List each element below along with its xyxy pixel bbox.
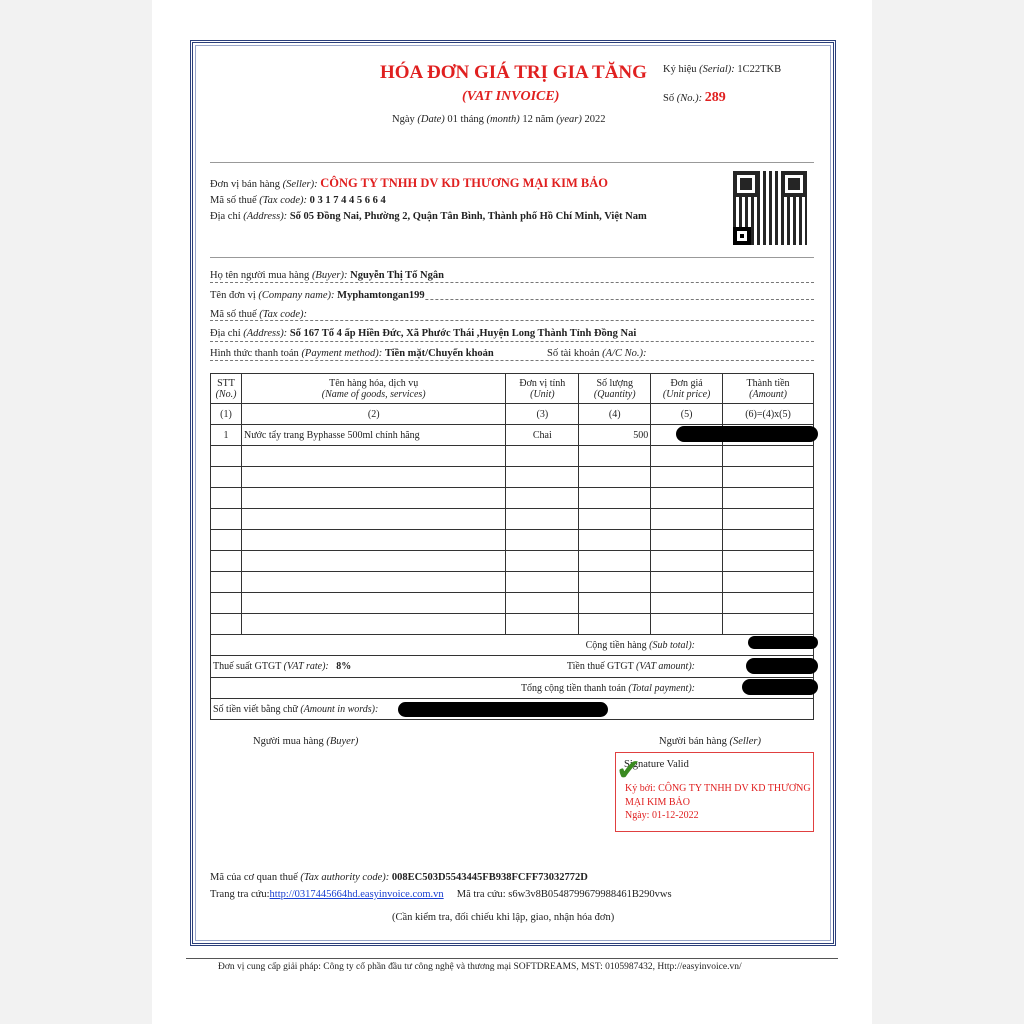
buyer-company: Tên đơn vị (Company name): Myphamtongan199	[210, 290, 425, 301]
index-cell: (1)	[211, 404, 242, 425]
empty-cell	[506, 446, 579, 467]
empty-cell	[579, 530, 651, 551]
header-no: STT (No.)	[211, 374, 242, 404]
redacted-total	[742, 679, 818, 695]
seller-name: Đơn vị bán hàng (Seller): CÔNG TY TNHH DV KD THƯƠNG MẠI KIM BẢO	[210, 176, 608, 190]
empty-cell	[651, 509, 723, 530]
empty-cell	[579, 551, 651, 572]
empty-cell	[241, 530, 505, 551]
payment-method: Hình thức thanh toán (Payment method): Tiền mặt/Chuyển khoản	[210, 348, 494, 359]
empty-cell	[579, 593, 651, 614]
empty-cell	[211, 530, 242, 551]
divider	[186, 958, 838, 959]
empty-cell	[723, 509, 814, 530]
signature-valid: Signature Valid	[624, 759, 689, 770]
empty-cell	[211, 509, 242, 530]
empty-cell	[241, 551, 505, 572]
provider-line: Đơn vị cung cấp giải pháp: Công ty cổ phần đầu tư công nghệ và thương mại SOFTDREAMS, MST: 0105987432, Http://easyinvoice.vn/	[218, 962, 742, 972]
cell-quantity: 500	[579, 425, 651, 446]
vat-row: Thuế suất GTGT (VAT rate): 8% Tiền thuế GTGT (VAT amount):	[211, 656, 814, 678]
redacted-vat	[746, 658, 818, 674]
cell-unit: Chai	[506, 425, 579, 446]
empty-cell	[241, 509, 505, 530]
dotted-line	[210, 282, 814, 283]
table-header-row	[211, 374, 814, 404]
total-row: Tổng cộng tiền thanh toán (Total payment):	[211, 678, 814, 699]
seller-address: Địa chỉ (Address): Số 05 Đồng Nai, Phường 2, Quận Tân Bình, Thành phố Hồ Chí Minh, Việt Nam	[210, 211, 647, 222]
empty-cell	[506, 572, 579, 593]
empty-table-row	[211, 467, 814, 488]
buyer-tax: Mã số thuế (Tax code):	[210, 309, 308, 320]
index-cell: (6)=(4)x(5)	[723, 404, 814, 425]
empty-cell	[723, 593, 814, 614]
redacted-words	[398, 702, 608, 717]
empty-table-row	[211, 446, 814, 467]
empty-cell	[651, 467, 723, 488]
dotted-line	[210, 320, 814, 321]
empty-cell	[579, 467, 651, 488]
account-number: Số tài khoản (A/C No.):	[547, 348, 647, 359]
invoice-date: Ngày (Date) 01 tháng (month) 12 năm (year) 2022	[392, 114, 606, 125]
empty-cell	[241, 593, 505, 614]
dotted-line	[210, 341, 814, 342]
empty-cell	[579, 572, 651, 593]
signature-date: Ngày: 01-12-2022	[625, 810, 699, 821]
cell-no: 1	[211, 425, 242, 446]
empty-cell	[241, 467, 505, 488]
empty-cell	[241, 614, 505, 635]
empty-table-row	[211, 572, 814, 593]
empty-cell	[211, 572, 242, 593]
invoice-number: Số (No.): 289	[663, 90, 726, 105]
empty-cell	[723, 488, 814, 509]
empty-cell	[723, 446, 814, 467]
header-goods: Tên hàng hóa, dịch vụ (Name of goods, services)	[241, 374, 505, 404]
header-unit-price: Đơn giá (Unit price)	[651, 374, 723, 404]
checkmark-icon: ✔	[616, 753, 642, 788]
cell-goods: Nước tẩy trang Byphasse 500ml chính hãng	[241, 425, 505, 446]
header-unit: Đơn vị tính (Unit)	[506, 374, 579, 404]
empty-cell	[651, 530, 723, 551]
empty-cell	[579, 614, 651, 635]
empty-cell	[211, 467, 242, 488]
empty-table-row	[211, 593, 814, 614]
index-row	[211, 404, 814, 425]
empty-cell	[651, 446, 723, 467]
empty-cell	[579, 446, 651, 467]
empty-cell	[506, 614, 579, 635]
empty-cell	[506, 488, 579, 509]
seller-tax: Mã số thuế (Tax code): 0 3 1 7 4 4 5 6 6 4	[210, 195, 386, 206]
subtotal-row: Cộng tiền hàng (Sub total):	[211, 635, 814, 656]
footer-note: (Cần kiểm tra, đối chiếu khi lập, giao, nhận hóa đơn)	[392, 912, 615, 923]
divider	[210, 162, 814, 163]
empty-cell	[651, 551, 723, 572]
empty-cell	[241, 488, 505, 509]
index-cell: (2)	[241, 404, 505, 425]
empty-cell	[723, 572, 814, 593]
empty-table-row	[211, 509, 814, 530]
empty-cell	[241, 572, 505, 593]
serial: Ký hiệu (Serial): 1C22TKB	[663, 64, 782, 75]
empty-cell	[211, 446, 242, 467]
redacted-amount	[676, 426, 818, 442]
empty-cell	[241, 446, 505, 467]
empty-cell	[506, 467, 579, 488]
empty-cell	[506, 509, 579, 530]
index-cell: (5)	[651, 404, 723, 425]
buyer-name: Họ tên người mua hàng (Buyer): Nguyễn Thị Tố Ngân	[210, 270, 444, 281]
dotted-line	[210, 360, 814, 361]
divider	[210, 257, 814, 258]
empty-cell	[211, 593, 242, 614]
lookup-line: Trang tra cứu:http://0317445664hd.easyinvoice.com.vn Mã tra cứu: s6w3v8B0548799679988461B290vws	[210, 889, 672, 900]
empty-cell	[651, 488, 723, 509]
lookup-link[interactable]: http://0317445664hd.easyinvoice.com.vn	[269, 889, 444, 900]
empty-table-row	[211, 488, 814, 509]
empty-table-row	[211, 530, 814, 551]
empty-cell	[723, 614, 814, 635]
empty-table-row	[211, 614, 814, 635]
index-cell: (4)	[579, 404, 651, 425]
tax-authority-code: Mã của cơ quan thuế (Tax authority code): 008EC503D5543445FB938FCFF73032772D	[210, 872, 588, 883]
empty-cell	[506, 551, 579, 572]
seller-signature-label: Người bán hàng (Seller)	[659, 736, 761, 747]
empty-cell	[651, 572, 723, 593]
redacted-subtotal	[748, 636, 818, 649]
buyer-signature-label: Người mua hàng (Buyer)	[253, 736, 359, 747]
empty-cell	[723, 551, 814, 572]
invoice-subtitle: (VAT INVOICE)	[462, 89, 560, 104]
signed-by: Ký bởi: CÔNG TY TNHH DV KD THƯƠNG MẠI KIM BẢO	[625, 783, 811, 808]
buyer-address: Địa chỉ (Address): Số 167 Tổ 4 ấp Hiền Đức, Xã Phước Thái ,Huyện Long Thành Tỉnh Đồng Nai	[210, 328, 637, 339]
empty-cell	[579, 509, 651, 530]
words-row: Số tiền viết bằng chữ (Amount in words):	[211, 699, 814, 720]
empty-cell	[211, 614, 242, 635]
empty-cell	[506, 593, 579, 614]
empty-cell	[211, 551, 242, 572]
empty-cell	[651, 593, 723, 614]
qr-code-corner	[733, 227, 751, 245]
empty-table-row	[211, 551, 814, 572]
invoice-title: HÓA ĐƠN GIÁ TRỊ GIA TĂNG	[380, 62, 647, 83]
empty-cell	[723, 467, 814, 488]
empty-cell	[579, 488, 651, 509]
empty-cell	[506, 530, 579, 551]
empty-cell	[723, 530, 814, 551]
index-cell: (3)	[506, 404, 579, 425]
header-quantity: Số lượng (Quantity)	[579, 374, 651, 404]
header-amount: Thành tiền (Amount)	[723, 374, 814, 404]
empty-cell	[651, 614, 723, 635]
empty-cell	[211, 488, 242, 509]
